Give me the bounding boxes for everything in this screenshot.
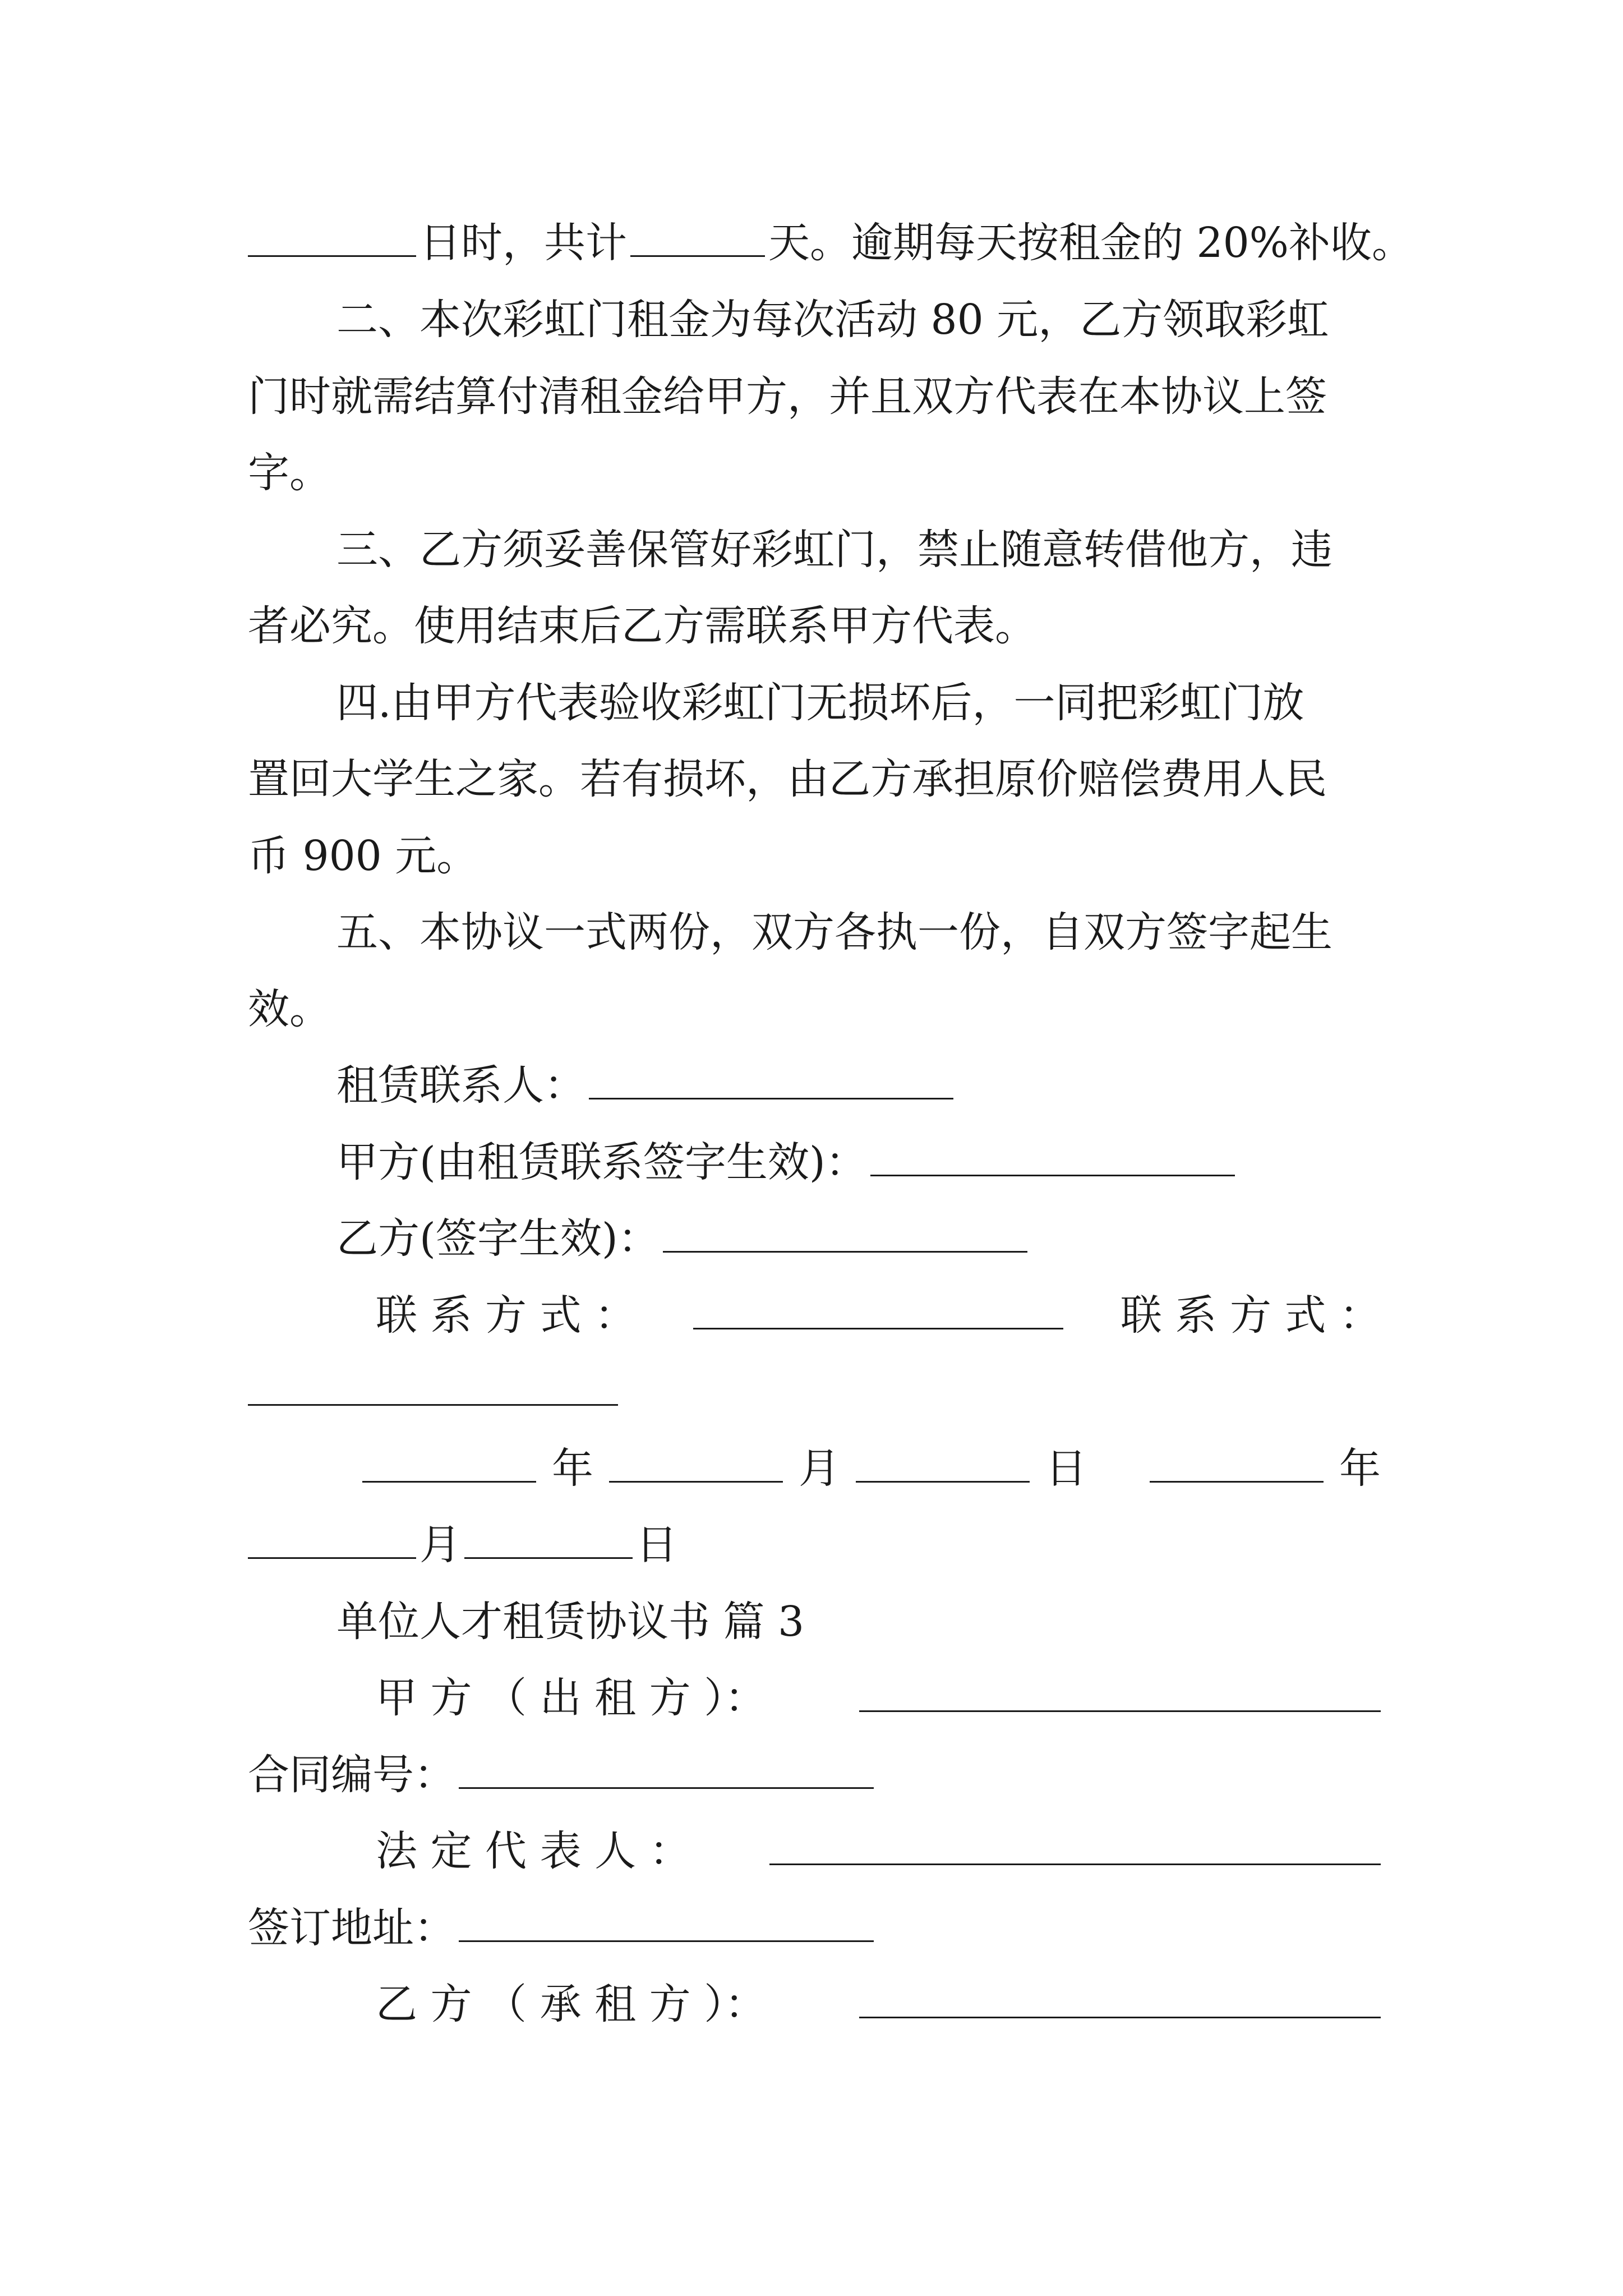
clause-4-line-3: 币 900 元。: [248, 832, 478, 880]
lessor-label: 甲 方 （ 出 租 方 ）：: [376, 1674, 767, 1722]
lessee-row: [376, 1973, 1381, 2035]
legal-rep-label: 法 定 代 表 人 ：: [376, 1827, 691, 1875]
contract-no-field[interactable]: [459, 1779, 874, 1789]
contract-no-row: [248, 1744, 1381, 1806]
legal-rep-field[interactable]: [769, 1856, 1381, 1865]
clause-4-line-1: 四.由甲方代表验收彩虹门无损坏后，一同把彩虹门放: [336, 679, 1304, 727]
date-row-continued: 月 日: [248, 1514, 1381, 1576]
contact-method-continued: [248, 1361, 1381, 1423]
contact-person-label: 租赁联系人：: [336, 1061, 585, 1110]
month-field[interactable]: [609, 1473, 783, 1483]
lessee-label: 乙 方 （ 承 租 方 ）：: [376, 1980, 767, 2028]
sign-place-label: 签订地址：: [248, 1904, 455, 1952]
year-field[interactable]: [362, 1473, 536, 1483]
day-field[interactable]: [464, 1549, 633, 1559]
clause-3-line-1: 三、乙方须妥善保管好彩虹门，禁止随意转借他方，违: [336, 526, 1332, 574]
clause-2-line-3: 字。: [248, 449, 331, 497]
contract-no-label: 合同编号：: [248, 1751, 455, 1799]
sign-place-row: [248, 1897, 1381, 1959]
party-b-sign-label: 乙方(签字生效)：: [336, 1214, 660, 1263]
contact-method-field[interactable]: [248, 1396, 618, 1406]
clause-4-line-2: 置回大学生之家。若有损坏，由乙方承担原价赔偿费用人民: [248, 755, 1327, 803]
sign-place-field[interactable]: [459, 1932, 874, 1942]
section-title: 单位人才租赁协议书 篇 3: [336, 1598, 805, 1646]
clause-2-line-1: 二、本次彩虹门租金为每次活动 80 元，乙方领取彩虹: [336, 296, 1329, 344]
date-row: 年 月 日 年: [359, 1438, 1381, 1499]
clause-3-line-2: 者必究。使用结束后乙方需联系甲方代表。: [248, 602, 1036, 650]
lessor-row: [376, 1667, 1381, 1729]
year-field[interactable]: [1150, 1473, 1324, 1483]
party-a-sign-label: 甲方(由租赁联系签字生效)：: [336, 1138, 867, 1186]
contact-method-field[interactable]: [693, 1320, 1063, 1329]
contact-person-row: [336, 1055, 1381, 1116]
clause-5-line-2: 效。: [248, 985, 331, 1033]
legal-rep-row: [376, 1820, 1381, 1882]
party-a-sign-row: [336, 1131, 1381, 1193]
clause-2-line-2: 门时就需结算付清租金给甲方，并且双方代表在本协议上签: [248, 372, 1327, 421]
contact-person-field[interactable]: [589, 1090, 953, 1099]
party-b-sign-field[interactable]: [663, 1243, 1027, 1253]
blank-field[interactable]: [248, 247, 416, 257]
lessee-field[interactable]: [859, 2009, 1381, 2018]
day-field[interactable]: [856, 1473, 1030, 1483]
lessor-field[interactable]: [859, 1703, 1381, 1712]
contact-method-label: 联 系 方 式 ：: [1120, 1291, 1381, 1340]
doc-line-1: 日时，共计 天。逾期每天按租金的 20%补收。: [248, 212, 1381, 274]
month-field[interactable]: [248, 1549, 416, 1559]
contact-method-label: 联 系 方 式 ：: [376, 1291, 637, 1340]
contact-method-row: [376, 1285, 1381, 1346]
clause-5-line-1: 五、本协议一式两份，双方各执一份，自双方签字起生: [336, 908, 1332, 956]
party-a-sign-field[interactable]: [870, 1167, 1235, 1176]
party-b-sign-row: [336, 1208, 1381, 1269]
blank-field[interactable]: [630, 247, 765, 257]
